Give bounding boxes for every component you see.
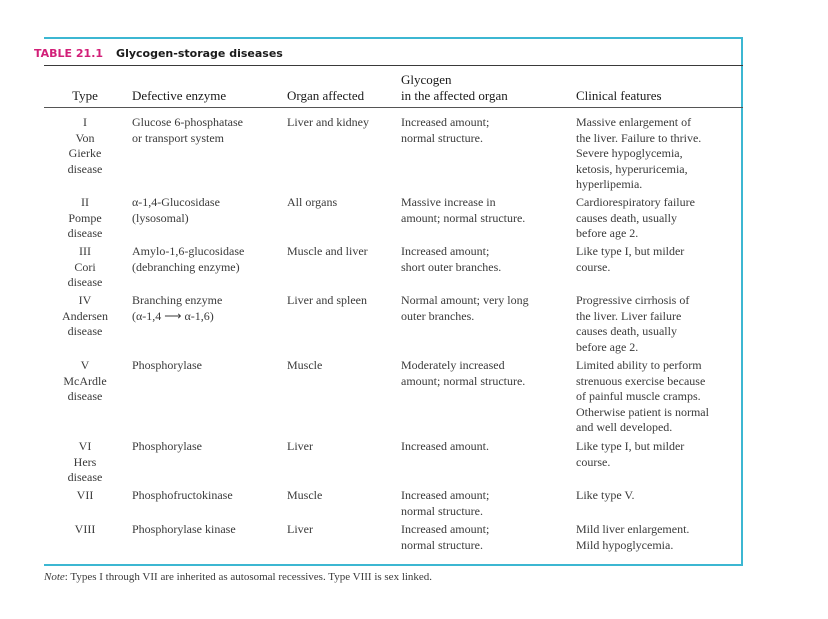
row-7-enzyme: Phosphofructokinase	[132, 488, 233, 502]
header-bottom-rule	[44, 107, 743, 108]
row-1-glycogen: Increased amount; normal structure.	[401, 115, 490, 145]
row-3-organ: Muscle and liver	[287, 244, 368, 258]
row-2-glycogen: Massive increase in amount; normal structure.	[401, 195, 526, 225]
row-4-glycogen: Normal amount; very long outer branches.	[401, 293, 529, 323]
header-enzyme: Defective enzyme	[132, 88, 227, 103]
row-3-clinical: Like type I, but milder course.	[576, 244, 685, 274]
row-4-enzyme: Branching enzyme (α-1,4 ⟶ α-1,6)	[132, 293, 223, 323]
row-6-type: VI Hers disease	[67, 439, 103, 484]
header-glycogen: Glycogen in the affected organ	[401, 72, 508, 103]
row-4-type: IV Andersen disease	[62, 293, 108, 338]
row-8-enzyme: Phosphorylase kinase	[132, 522, 236, 536]
row-5-enzyme: Phosphorylase	[132, 358, 202, 372]
row-6-glycogen: Increased amount.	[401, 439, 489, 453]
row-7-organ: Muscle	[287, 488, 323, 502]
row-8-type: VIII	[74, 522, 96, 536]
table-title: Glycogen-storage diseases	[116, 47, 283, 60]
header-organ: Organ affected	[287, 88, 365, 103]
table-caption	[34, 47, 285, 63]
row-7-glycogen: Increased amount; normal structure.	[401, 488, 490, 518]
row-2-organ: All organs	[287, 195, 338, 209]
row-1-type: I Von Gierke disease	[67, 115, 103, 176]
header-top-rule	[44, 65, 743, 66]
row-5-glycogen: Moderately increased amount; normal structure.	[401, 358, 526, 388]
table-label: TABLE 21.1	[34, 47, 104, 60]
footnote-label: Note	[44, 571, 65, 583]
row-1-enzyme: Glucose 6-phosphatase or transport system	[132, 115, 243, 145]
row-2-clinical: Cardiorespiratory failure causes death, usually before age 2.	[576, 195, 695, 240]
row-8-clinical: Mild liver enlargement. Mild hypoglycemia.	[576, 522, 690, 552]
row-7-type: VII	[76, 488, 94, 502]
row-3-glycogen: Increased amount; short outer branches.	[401, 244, 502, 274]
footnote-text: : Types I through VII are inherited as autosomal recessives. Type VIII is sex linked.	[64, 571, 433, 583]
row-3-enzyme: Amylo-1,6-glucosidase (debranching enzyme)	[132, 244, 245, 274]
row-6-clinical: Like type I, but milder course.	[576, 439, 685, 469]
row-1-clinical: Massive enlargement of the liver. Failure to thrive. Severe hypoglycemia, ketosis, hyperuricemia, hyperlipemia.	[576, 115, 702, 191]
row-6-organ: Liver	[287, 439, 313, 453]
row-5-type: V McArdle disease	[63, 358, 107, 403]
row-5-organ: Muscle	[287, 358, 323, 372]
row-8-glycogen: Increased amount; normal structure.	[401, 522, 490, 552]
row-2-type: II Pompe disease	[67, 195, 103, 240]
row-2-enzyme: α-1,4-Glucosidase (lysosomal)	[132, 195, 220, 225]
row-8-organ: Liver	[287, 522, 313, 536]
row-1-organ: Liver and kidney	[287, 115, 369, 129]
row-3-type: III Cori disease	[67, 244, 103, 289]
table-footnote	[44, 571, 432, 583]
row-4-clinical: Progressive cirrhosis of the liver. Liver failure causes death, usually before age 2.	[576, 293, 690, 354]
header-type: Type	[72, 88, 98, 103]
row-4-organ: Liver and spleen	[287, 293, 367, 307]
header-clinical: Clinical features	[576, 88, 662, 103]
row-7-clinical: Like type V.	[576, 488, 635, 502]
row-6-enzyme: Phosphorylase	[132, 439, 202, 453]
row-5-clinical: Limited ability to perform strenuous exercise because of painful muscle cramps. Otherwise patient is normal and well developed.	[576, 358, 709, 434]
